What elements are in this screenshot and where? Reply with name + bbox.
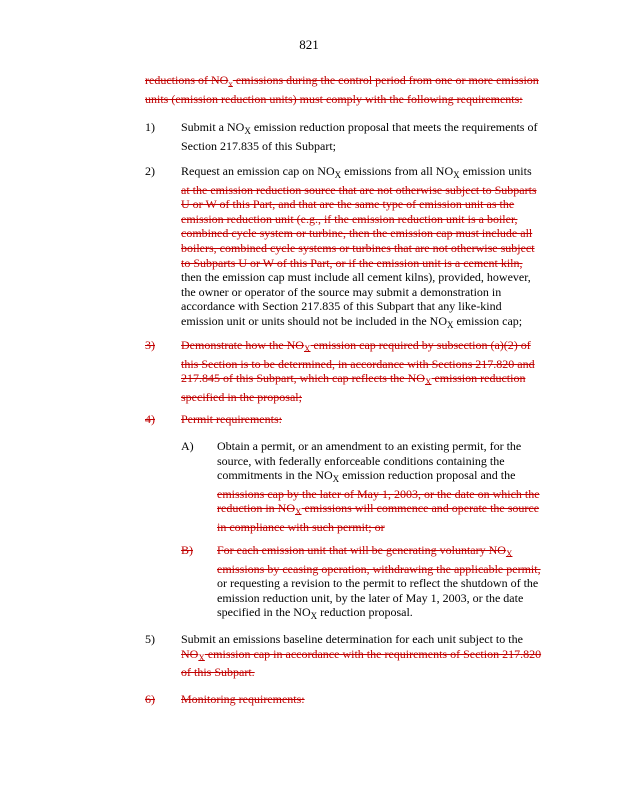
item-2-text: Request an emission cap on $NO_X$ emissions from all $NO_X$ emission units at the emission reduction source that are not otherwise subject to Subparts U or W of this Part, and that are the same type of emission unit as the emission reduction unit (e.g., if the emission reduction unit is a boiler, combined cycle system or turbine, then the emission cap must include all boilers, combined cycle systems or turbines that are not otherwise subject to Subparts U or W of this Part, or if the emission unit is a cement kiln, then the emission cap must include all cement kilns), provided, however, the owner or operator of the source may submit a demonstration in accordance with Section 217.835 of this Subpart that any like-kind emission unit or units should not be included in the $NO_X$ emission cap;	[181, 164, 537, 330]
item-B-text: For each emission unit that will be generating voluntary $NO_X$ emissions by ceasing operation, withdrawing the applicable permit, or requesting a revision to the permit to reflect the shutdown of the emission reduction unit, by the later of May 1, 2003, or the date specified in the $NO_X$ reduction proposal.	[217, 543, 541, 622]
page-number: 821	[299, 37, 319, 52]
item-A-text: Obtain a permit, or an amendment to an existing permit, for the source, with federally enforceable conditions containing the commitments in the $NO_X$ emission reduction proposal and the emissions cap by the later of May 1, 2003, or the date on which the reduction in $NO_X$ emissions will commence and operate the source in compliance with such permit; or	[217, 439, 540, 534]
item-1-text: Submit a $NO_X$ emission reduction proposal that meets the requirements of Section 217.835 of this Subpart;	[181, 120, 538, 153]
intro-paragraph: reductions of $NO_x$ emissions during the control period from one or more emission units (emission reduction units) must comply with the following requirements:	[145, 73, 539, 106]
item-B-number: B)	[181, 543, 193, 557]
item-6-number: 6)	[145, 692, 155, 706]
item-1-number: 1)	[145, 120, 155, 134]
item-A-number: A)	[181, 439, 194, 453]
item-5-number: 5)	[145, 632, 155, 646]
item-2-number: 2)	[145, 164, 155, 178]
item-6-label: Monitoring requirements:	[181, 692, 305, 706]
item-5-text: Submit an emissions baseline determination for each unit subject to the $NO_X$ emission cap in accordance with the requirements of Section 217.820 of this Subpart.	[181, 632, 542, 680]
item-4-number: 4)	[145, 412, 155, 426]
item-4-label: Permit requirements:	[181, 412, 282, 426]
item-3-text: Demonstrate how the $NO_X$ emission cap required by subsection (a)(2) of this Section is to be determined, in accordance with Sections 217.820 and 217.845 of this Subpart, which cap reflects the $NO_X$ emission reduction specified in the proposal;	[181, 338, 535, 404]
item-3-number: 3)	[145, 338, 155, 352]
